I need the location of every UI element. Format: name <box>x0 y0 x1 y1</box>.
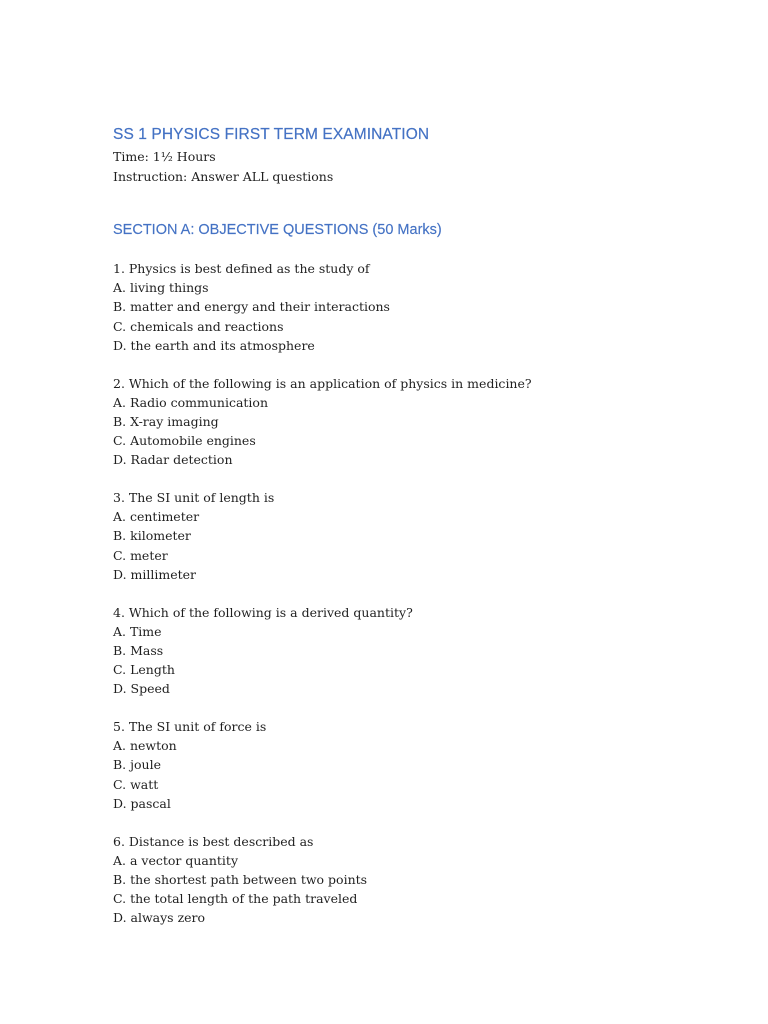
option-b: B. Mass <box>113 642 164 658</box>
option-a: A. Radio communication <box>113 394 269 410</box>
option-b: B. X-ray imaging <box>113 413 219 429</box>
question-stem: 5. The SI unit of force is <box>113 719 267 735</box>
option-d: D. always zero <box>113 910 206 926</box>
question-stem: 4. Which of the following is a derived quantity? <box>113 604 413 620</box>
option-d: D. the earth and its atmosphere <box>113 337 315 353</box>
option-d: D. Radar detection <box>113 452 233 468</box>
exam-instruction: Instruction: Answer ALL questions <box>113 169 334 184</box>
question-6 <box>113 832 733 928</box>
option-c: C. the total length of the path traveled <box>113 891 358 907</box>
option-d: D. millimeter <box>113 566 197 582</box>
option-b: B. matter and energy and their interactions <box>113 299 390 315</box>
option-c: C. Automobile engines <box>113 433 256 449</box>
section-a-heading: SECTION A: OBJECTIVE QUESTIONS (50 Marks) <box>113 222 442 238</box>
option-a: A. living things <box>113 280 209 296</box>
question-3 <box>113 488 733 584</box>
question-stem: 3. The SI unit of length is <box>113 490 275 506</box>
option-a: A. centimeter <box>113 509 200 525</box>
question-stem: 6. Distance is best described as <box>113 833 314 849</box>
question-1 <box>113 259 733 355</box>
option-d: D. Speed <box>113 681 170 697</box>
exam-page <box>113 125 733 946</box>
question-list <box>113 259 733 928</box>
option-d: D. pascal <box>113 795 171 811</box>
question-stem: 2. Which of the following is an application of physics in medicine? <box>113 375 532 391</box>
option-c: C. chemicals and reactions <box>113 318 284 334</box>
option-a: A. a vector quantity <box>113 852 239 868</box>
exam-time: Time: 1½ Hours <box>113 149 216 164</box>
question-stem: 1. Physics is best defined as the study of <box>113 261 370 276</box>
option-a: A. newton <box>113 738 177 754</box>
question-5 <box>113 717 733 813</box>
option-c: C. meter <box>113 547 168 563</box>
option-c: C. Length <box>113 662 175 678</box>
option-a: A. Time <box>113 623 162 639</box>
question-2 <box>113 374 733 470</box>
option-b: B. kilometer <box>113 528 191 544</box>
exam-title: SS 1 PHYSICS FIRST TERM EXAMINATION <box>113 126 430 143</box>
option-b: B. the shortest path between two points <box>113 871 368 887</box>
option-c: C. watt <box>113 776 159 792</box>
question-4 <box>113 603 733 699</box>
option-b: B. joule <box>113 757 161 773</box>
